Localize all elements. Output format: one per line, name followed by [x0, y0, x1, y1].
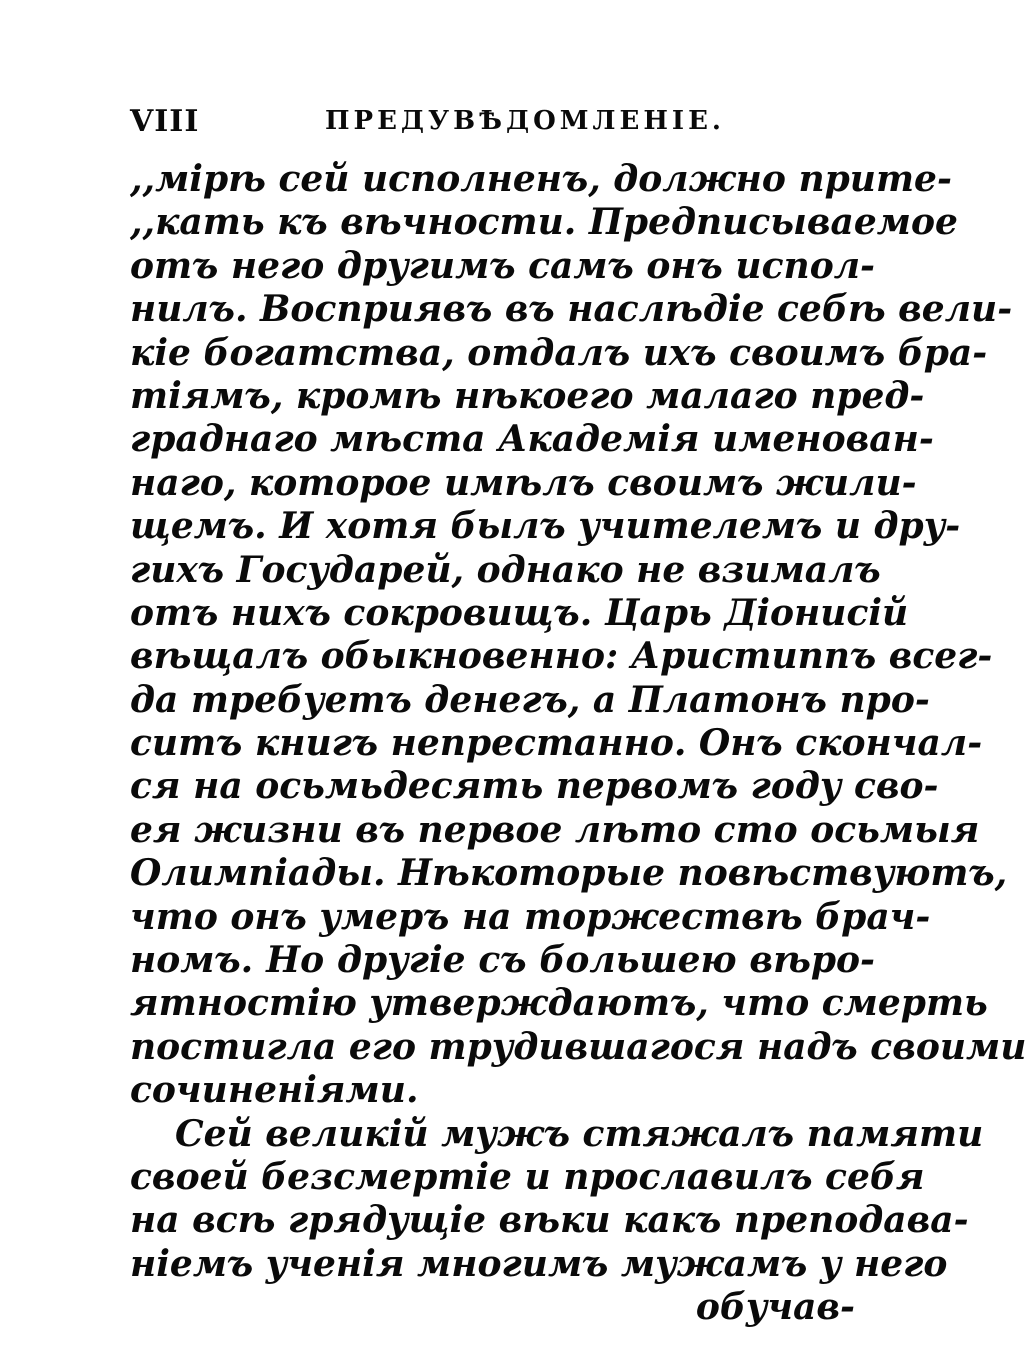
- catchword: обучав-: [695, 1286, 855, 1329]
- text-line: своей безсмертіе и прославилъ себя: [130, 1155, 925, 1198]
- text-line: ся на осьмьдесять первомъ году сво-: [130, 765, 939, 808]
- text-line: кіе богатства, отдалъ ихъ своимъ бра-: [130, 331, 988, 374]
- text-line: Олимпіады. Нѣкоторые повѣствуютъ,: [130, 852, 1008, 895]
- running-head: ПРЕДУВѢДОМЛЕНІЕ.: [325, 106, 725, 136]
- text-line: на всѣ грядущіе вѣки какъ преподава-: [130, 1199, 969, 1242]
- text-line: наго, которое имѣлъ своимъ жили-: [130, 461, 917, 504]
- text-line: что онъ умеръ на торжествѣ брач-: [130, 895, 931, 938]
- text-line: граднаго мѣста Академія именован-: [130, 418, 934, 461]
- page-header: [130, 104, 860, 144]
- text-line: сочиненіями.: [130, 1069, 419, 1112]
- text-line: отъ нихъ сокровищъ. Царь Діонисій: [130, 591, 909, 634]
- text-line: номъ. Но другіе съ большею вѣро-: [130, 939, 875, 982]
- text-line: гихъ Государей, однако не взималъ: [130, 548, 881, 591]
- text-line: ея жизни въ первое лѣто сто осьмыя: [130, 808, 980, 851]
- text-line: ,,мірѣ сей исполненъ, должно прите-: [130, 158, 952, 200]
- page-number: VIII: [130, 104, 200, 139]
- text-line: тіямъ, кромѣ нѣкоего малаго пред-: [130, 374, 925, 417]
- body-text: [130, 158, 1026, 1330]
- text-line: Сей великій мужъ стяжалъ памяти: [175, 1112, 984, 1155]
- text-line: постигла его трудившагося надъ своими: [130, 1025, 1026, 1068]
- text-line: ситъ книгъ непрестанно. Онъ скончал-: [130, 722, 983, 765]
- text-line: ятностію утверждаютъ, что смерть: [130, 982, 988, 1025]
- text-line: ,,кать къ вѣчности. Предписываемое: [130, 201, 958, 244]
- text-line: отъ него другимъ самъ онъ испол-: [130, 244, 875, 287]
- text-line: щемъ. И хотя былъ учителемъ и дру-: [130, 505, 961, 548]
- text-line: нилъ. Восприявъ въ наслѣдіе себѣ вели-: [130, 288, 1013, 331]
- text-line: вѣщалъ обыкновенно: Аристиппъ всег-: [130, 635, 993, 678]
- text-line: ніемъ ученія многимъ мужамъ у него: [130, 1242, 948, 1285]
- text-line: да требуетъ денегъ, а Платонъ про-: [130, 678, 930, 721]
